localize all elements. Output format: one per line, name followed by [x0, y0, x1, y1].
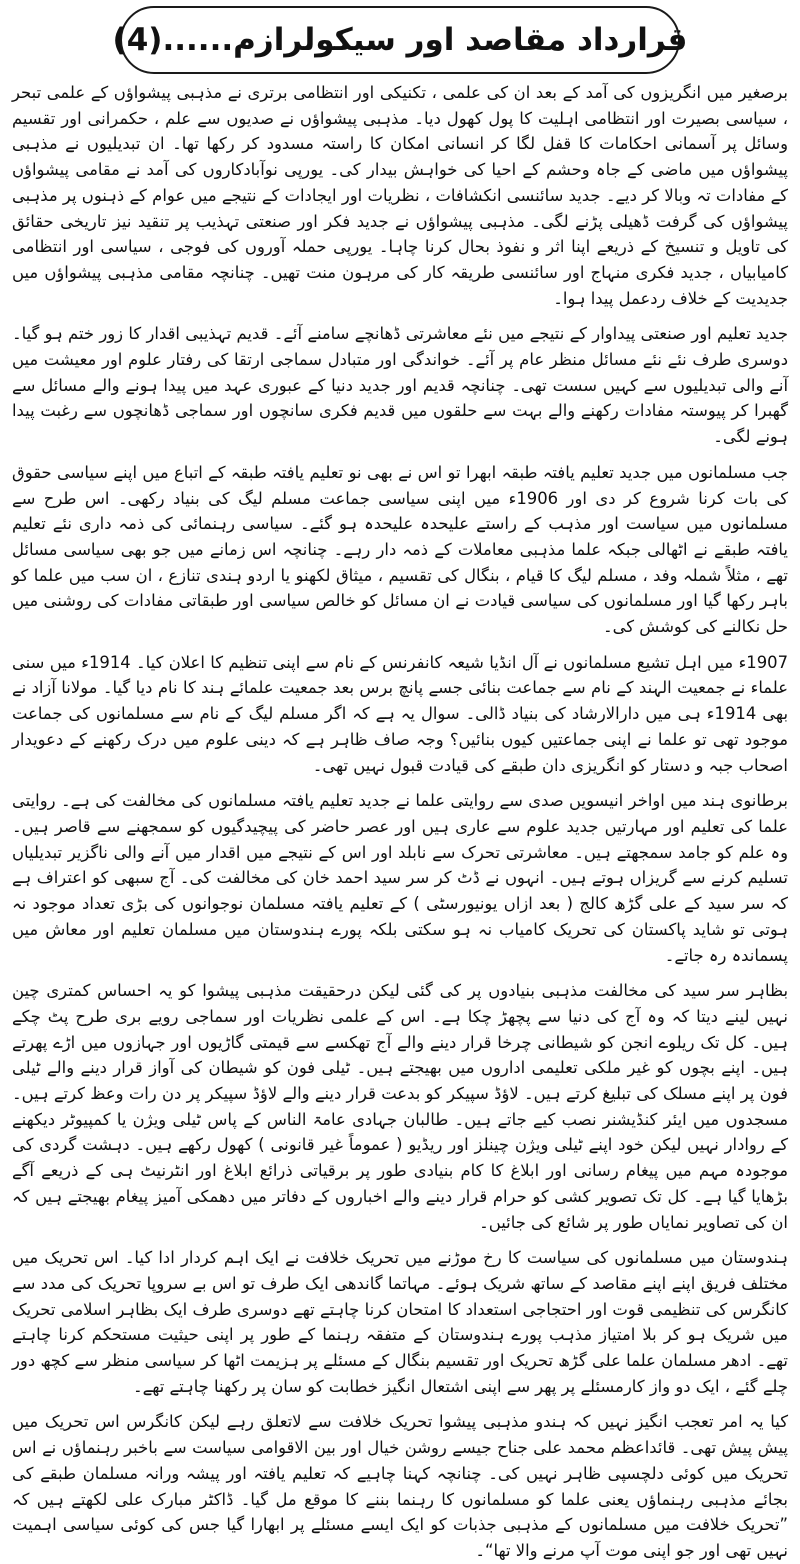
paragraph: 1907ء میں اہل تشیع مسلمانوں نے آل انڈیا شیعہ کانفرنس کے نام سے اپنی تنظیم کا اعلان کیا۔ 1914ء میں سنی علماء نے جمعیت الہند کے نام سے جماعت بنائی جسے پانچ برس بعد جمعیت علمائے ہند کا نام دیا گیا۔ مولانا آزاد نے بھی 1914ء ہی میں دارالارشاد کی بنیاد ڈالی۔ سوال یہ ہے کہ اگر مسلم لیگ کے نام سے مسلمانوں کی جماعت موجود تھی تو علما نے اپنی جماعتیں کیوں بنائیں؟ وجہ صاف ظاہر ہے کہ دینی علوم میں درک رکھنے کے دعویدار اصحاب جبہ و دستار کو انگریزی دان طبقے کی قیادت قبول نہیں تھی۔ — [12, 652, 789, 775]
paragraph: جدید تعلیم اور صنعتی پیداوار کے نتیجے میں نئے معاشرتی ڈھانچے سامنے آئے۔ قدیم تہذیبی اقدار کا زور ختم ہو گیا۔ دوسری طرف نئے نئے مسائل منظر عام پر آئے۔ خواندگی اور متبادل سماجی ارتقا کی رفتار علوم اور معیشت میں آنے والی تبدیلیوں سے کہیں سست تھی۔ چنانچہ قدیم اور جدید دنیا کے عبوری عہد میں پیدا ہونے والے مسائل سے گھبرا کر پیوستہ مفادات رکھنے والے بہت سے حلقوں میں قدیم فکری سانچوں اور سماجی ڈھانچوں سے رغبت پیدا ہونے لگی۔ — [12, 324, 788, 447]
article-body — [12, 80, 788, 1564]
paragraph: جب مسلمانوں میں جدید تعلیم یافتہ طبقہ ابھرا تو اس نے بھی نو تعلیم یافتہ طبقہ کے اتباع میں اپنے سیاسی حقوق کی بات کرنا شروع کر دی اور 1906ء میں اپنی سیاسی جماعت مسلم لیگ کی بنیاد رکھی۔ اس طرح سے مسلمانوں میں سیاست اور مذہب کے راستے علیحدہ علیحدہ ہو گئے۔ سیاسی رہنمائی کی ذمہ داری نئے تعلیم یافتہ طبقے نے اٹھالی جبکہ علما مذہبی معاملات کے ذمہ دار رہے۔ چنانچہ اس زمانے میں جو بھی سیاسی مسائل تھے ، مثلاً شملہ وفد ، مسلم لیگ کا قیام ، بنگال کی تقسیم ، میثاق لکھنو یا اردو ہندی تنازع ، ان سب میں علما کو باہر رکھا گیا اور مسلمانوں کی سیاسی قیادت نے ان مسائل کو خالص سیاسی اور طبقاتی مفادات کی روشنی میں حل نکالنے کی کوشش کی۔ — [12, 462, 788, 637]
title-frame — [112, 6, 688, 74]
paragraph: کیا یہ امر تعجب انگیز نہیں کہ ہندو مذہبی پیشوا تحریک خلافت سے لاتعلق رہے لیکن کانگرس اس تحریک میں پیش پیش تھی۔ قائداعظم محمد علی جناح جیسے روشن خیال اور بین الاقوامی سیاست سے باخبر رہنماؤں نے اس تحریک میں کوئی دلچسپی ظاہر نہیں کی۔ چنانچہ کہنا چاہیے کہ تعلیم یافتہ اور پیشہ ورانہ مسلمان طبقے کی بجائے مذہبی رہنماؤں یعنی علما کو مسلمانوں کا رہنما بننے کا موقع مل گیا۔ ڈاکٹر مبارک علی لکھتے ہیں کہ ”تحریک خلافت میں مسلمانوں کے مذہبی جذبات کو ایک ایسے مسئلے پر ابھارا گیا جس کی کوئی سیاسی اہمیت نہیں تھی اور جو اپنی موت آپ مرنے والا تھا“۔ — [12, 1412, 788, 1560]
paragraph: برطانوی ہند میں اواخر انیسویں صدی سے روایتی علما نے جدید تعلیم یافتہ مسلمانوں کی مخالفت کی ہے۔ روایتی علما کی تعلیم اور مہارتیں جدید علوم سے عاری ہیں اور عصر حاضر کی پیچیدگیوں کو سمجھنے سے قاصر ہیں۔ وہ علم کو جامد سمجھتے ہیں۔ معاشرتی تحرک سے نابلد اور اس کے نتیجے میں اقدار میں آنے والی ناگزیر تبدیلیاں تسلیم کرنے سے گریزاں ہوتے ہیں۔ انہوں نے ڈٹ کر سر سید احمد خان کی مخالفت کی۔ آج سبھی کو اعتراف ہے کہ سر سید کے علی گڑھ کالج ( بعد ازاں یونیورسٹی ) کے تعلیم یافتہ مسلمان نوجوانوں کی بڑی تعداد موجود نہ ہوتی تو شاید پاکستان کی تحریک کامیاب نہ ہو سکتی بلکہ پورے ہندوستان میں مسلمان تعلیم اور معاش میں پسماندہ رہ جاتے۔ — [12, 791, 788, 965]
paragraph: بظاہر سر سید کی مخالفت مذہبی بنیادوں پر کی گئی لیکن درحقیقت مذہبی پیشوا کو یہ احساس کمتری چین نہیں لینے دیتا کہ وہ آج کی دنیا سے پچھڑ چکا ہے۔ اس کے علمی نظریات اور سماجی رویے بری طرح پٹ چکے ہیں۔ کل تک ریلوے انجن کو شیطانی چرخا قرار دینے والے آج تھکسے سے قیمتی گاڑیوں اور جہازوں میں اڑے پھرتے ہیں۔ اپنے بچوں کو غیر ملکی تعلیمی اداروں میں بھیجتے ہیں۔ ٹیلی فون کو شیطان کی آواز قرار دینے والے ٹیلی فون پر اپنے مسلک کی تبلیغ کرتے ہیں۔ لاؤڈ سپیکر کو بدعت قرار دینے والے لاؤڈ سپیکر پر دن رات وعظ کرتے ہیں۔ مسجدوں میں ایئر کنڈیشنر نصب کیے جاتے ہیں۔ طالبان جہادی عامۃ الناس کے پاس ٹیلی ویژن یا کمپیوٹر دیکھنے کے روادار نہیں لیکن خود اپنے ٹیلی ویژن چینلز اور ریڈیو ( عموماً غیر قانونی ) کھول رکھے ہیں۔ دہشت گردی کی موجودہ مہم میں پیغام رسانی اور ابلاغ کا کام بنیادی طور پر برقیاتی ذرائع ابلاغ اور انٹرنیٹ ہی کے ذریعے آگے بڑھایا گیا ہے۔ کل تک تصویر کشی کو حرام قرار دینے والے اخباروں کے دفاتر میں دھمکی آمیز پیغام بھیجتے ہیں کہ ان کی تصاویر نمایاں طور پر شائع کی جائیں۔ — [12, 981, 788, 1232]
paragraph: برصغیر میں انگریزوں کی آمد کے بعد ان کی علمی ، تکنیکی اور انتظامی برتری نے مذہبی پیشواؤں کے علمی تبحر ، سیاسی بصیرت اور انتظامی اہلیت کا پول کھول دیا۔ مذہبی پیشواؤں نے صدیوں سے علم ، حکمرانی اور تقسیم وسائل پر آسمانی احکامات کا قفل لگا کر انسانی امکان کا راستہ مسدود کر رکھا تھا۔ ان تبدیلیوں نے مذہبی پیشواؤں میں ماضی کے جاہ وحشم کے احیا کی خواہش بیدار کی۔ یورپی نوآبادکاروں کی آمد نے مقامی پیشواؤں کے مفادات تہ وبالا کر دیے۔ جدید سائنسی انکشافات ، نظریات اور ایجادات کے نتیجے میں عوام کے ذہنوں پر مذہبی پیشواؤں کی گرفت ڈھیلی پڑنے لگی۔ مذہبی پیشواؤں نے جدید فکر اور صنعتی تہذیب پر تنقید نیز تاریخی حقائق کی تاویل و تنسیخ کے ذریعے اپنا اثر و نفوذ بحال کرنا چاہا۔ یورپی حملہ آوروں کی فوجی ، سیاسی اور انتظامی کامیابیاں ، جدید فکری منہاج اور سائنسی طریقہ کار کی مرہون منت تھیں۔ چنانچہ مقامی مذہبی پیشواؤں میں جدیدیت کے خلاف ردعمل پیدا ہوا۔ — [12, 83, 788, 308]
paragraph: ہندوستان میں مسلمانوں کی سیاست کا رخ موڑنے میں تحریک خلافت نے ایک اہم کردار ادا کیا۔ اس تحریک میں مختلف فریق اپنے اپنے مقاصد کے ساتھ شریک ہوئے۔ مہاتما گاندھی ایک طرف تو اس بے سروپا تحریک کی مدد سے کانگرس کی تنظیمی قوت اور احتجاجی استعداد کا امتحان کرنا چاہتے تھے دوسری طرف ایک بظاہر اسلامی تحریک میں شریک ہو کر بلا امتیاز مذہب پورے ہندوستان کے متفقہ رہنما کے طور پر اپنی حیثیت مستحکم کرنا چاہتے تھے۔ ادھر مسلمان علما علی گڑھ تحریک اور تقسیم بنگال کے مسئلے پر ہزیمت اٹھا کر سیاسی منظر سے کچھ دور چلے گئے ، ایک دو واز کارمسئلے پر پھر سے اپنی اشتعال انگیز خطابت کو سان پر رکھنا چاہتے تھے۔ — [12, 1248, 788, 1396]
article-title: قرارداد مقاصد اور سیکولرازم......(4) — [112, 22, 688, 58]
